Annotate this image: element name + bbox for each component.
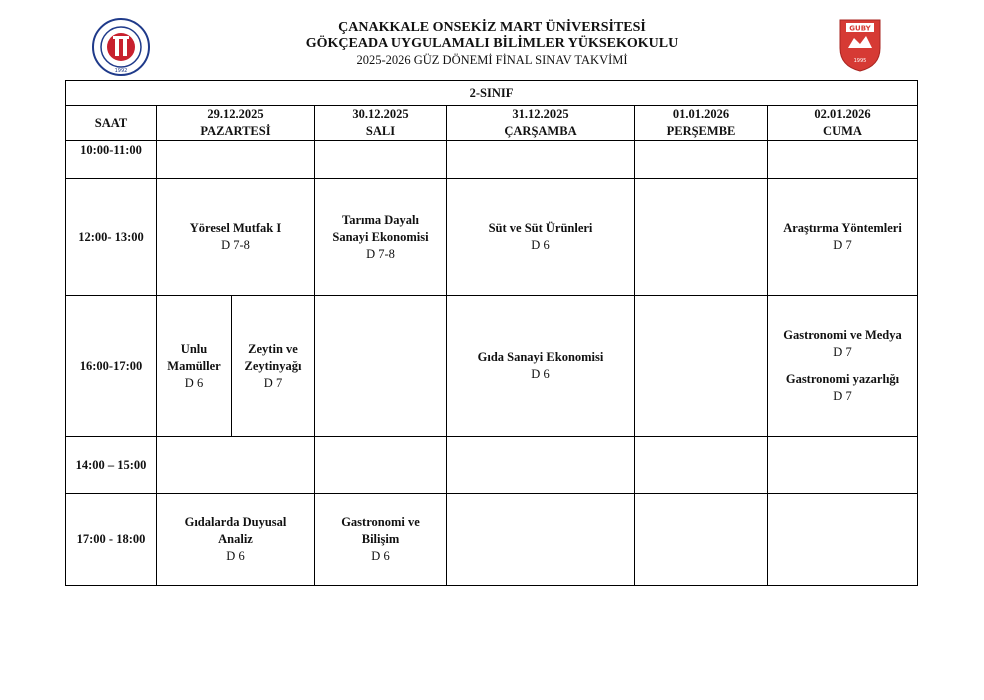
schedule-subtitle: 2025-2026 GÜZ DÖNEMİ FİNAL SINAV TAKVİMİ: [356, 53, 628, 67]
exam-course: Sanayi Ekonomisi: [332, 229, 429, 244]
exam-room: D 6: [531, 367, 550, 381]
exam-course: Gastronomi yazarlığı: [785, 372, 900, 386]
time-slot-3: 16:00-17:00: [79, 358, 143, 373]
exam-course: Gıda Sanayi Ekonomisi: [477, 350, 604, 364]
day-header-tuesday: 30.12.2025 SALI: [352, 107, 409, 138]
exam-course: Gastronomi ve Medya: [783, 328, 902, 342]
exam-schedule-table: [65, 80, 918, 586]
time-slot-4: 14:00 – 15:00: [75, 457, 147, 472]
column-divider: [634, 105, 635, 585]
exam-room: D 7: [833, 345, 852, 359]
exam-course: Unlu: [180, 341, 208, 356]
exam-room: D 7: [833, 389, 852, 403]
exam-cell: [315, 494, 446, 585]
exam-room: D 7-8: [366, 246, 395, 261]
exam-course: Zeytin ve: [248, 341, 298, 356]
exam-course: Tarıma Dayalı: [342, 212, 419, 227]
exam-room: D 7: [833, 238, 852, 252]
exam-course: Analiz: [218, 532, 253, 546]
exam-room: D 6: [531, 238, 550, 252]
university-name: ÇANAKKALE ONSEKİZ MART ÜNİVERSİTESİ: [338, 20, 646, 35]
exam-course: Bilişim: [361, 532, 400, 546]
time-slot-2: 12:00- 13:00: [78, 229, 144, 244]
exam-cell: [768, 296, 917, 436]
exam-cell: [447, 296, 634, 436]
day-header-thursday: 01.01.2026 PERŞEMBE: [666, 107, 736, 138]
school-logo-year: 1995: [853, 58, 867, 64]
exam-course: Zeytinyağı: [244, 358, 302, 373]
exam-cell: [232, 296, 314, 436]
day-header-wednesday: 31.12.2025 ÇARŞAMBA: [504, 107, 577, 138]
exam-room: D 6: [371, 549, 390, 563]
time-slot-1: 10:00-11:00: [80, 142, 142, 157]
exam-room: D 6: [226, 549, 245, 563]
exam-room: D 6: [184, 375, 204, 390]
time-slot-5: 17:00 - 18:00: [76, 532, 146, 546]
exam-course: Gastronomi ve: [341, 515, 420, 529]
exam-course: Araştırma Yöntemleri: [783, 221, 902, 235]
saat-header: SAAT: [94, 115, 128, 130]
exam-course: Süt ve Süt Ürünleri: [488, 221, 593, 235]
exam-cell: [315, 179, 446, 295]
document-header: [0, 20, 984, 68]
class-title: 2-SINIF: [66, 81, 917, 106]
school-logo-text: GUBY: [849, 24, 871, 33]
exam-course: Gıdalarda Duyusal: [184, 515, 287, 529]
exam-cell: [157, 494, 314, 585]
exam-cell: [157, 179, 314, 295]
day-header-monday: 29.12.2025 PAZARTESİ: [200, 107, 271, 138]
day-header-friday: 02.01.2026 CUMA: [814, 107, 871, 138]
exam-room: D 7: [263, 375, 283, 390]
exam-course: Mamüller: [167, 358, 221, 373]
exam-course: Yöresel Mutfak I: [189, 221, 282, 235]
exam-cell: [157, 296, 231, 436]
university-logo-year: 1992: [114, 68, 128, 74]
row-divider: [66, 436, 917, 437]
exam-cell: [768, 179, 917, 295]
exam-cell: [447, 179, 634, 295]
school-name: GÖKÇEADA UYGULAMALI BİLİMLER YÜKSEKOKULU: [305, 36, 679, 51]
row-divider: [66, 140, 917, 141]
exam-room: D 7-8: [221, 238, 250, 252]
